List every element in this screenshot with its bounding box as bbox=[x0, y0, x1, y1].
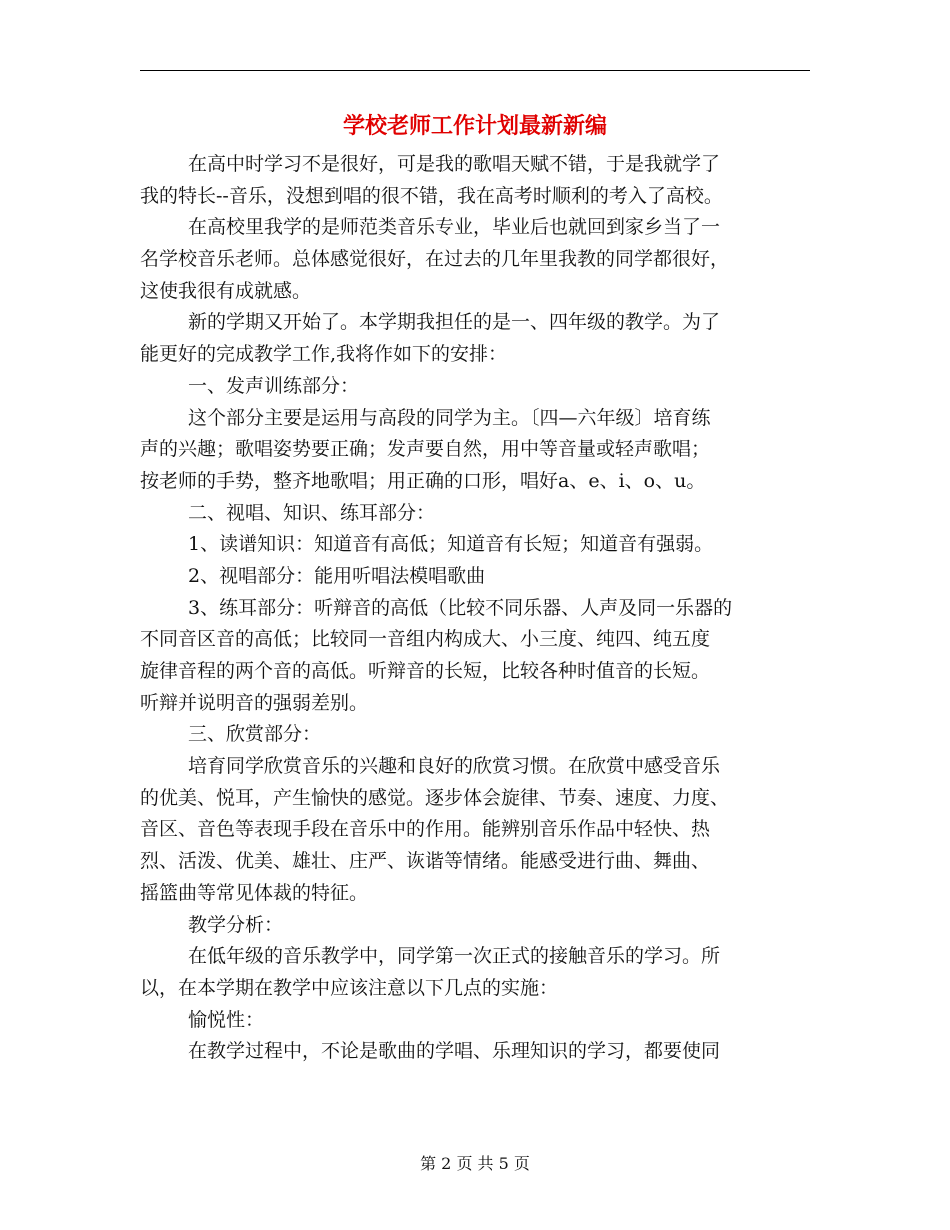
document-body bbox=[140, 149, 812, 1068]
text-line: 愉悦性： bbox=[188, 1008, 265, 1031]
text-line: 音区、音色等表现手段在音乐中的作用。能辨别音乐作品中轻快、热 bbox=[140, 818, 711, 841]
text-line: 这使我很有成就感。 bbox=[140, 279, 312, 302]
text-line: 能更好的完成教学工作,我将作如下的安排： bbox=[140, 343, 508, 366]
text-line: 教学分析： bbox=[188, 913, 284, 936]
text-line: 3、练耳部分：听辩音的高低（比较不同乐器、人声及同一乐器的 bbox=[188, 596, 733, 619]
header-rule bbox=[140, 70, 810, 71]
text-line: 不同音区音的高低；比较同一音组内构成大、小三度、纯四、纯五度 bbox=[140, 628, 711, 651]
text-line: 培育同学欣赏音乐的兴趣和良好的欣赏习惯。在欣赏中感受音乐 bbox=[188, 755, 721, 778]
text-line: 在高校里我学的是师范类音乐专业，毕业后也就回到家乡当了一 bbox=[188, 216, 721, 239]
text-line: 1、读谱知识：知道音有高低；知道音有长短；知道音有强弱。 bbox=[188, 533, 714, 556]
text-line: 在低年级的音乐教学中，同学第一次正式的接触音乐的学习。所 bbox=[188, 945, 721, 968]
text-line: 这个部分主要是运用与高段的同学为主。〔四—六年级〕培育练 bbox=[188, 406, 711, 429]
text-line: 新的学期又开始了。本学期我担任的是一、四年级的教学。为了 bbox=[188, 311, 721, 334]
text-line: 我的特长--音乐，没想到唱的很不错，我在高考时顺利的考入了高校。 bbox=[140, 184, 723, 207]
text-line: 一、发声训练部分： bbox=[188, 374, 360, 397]
text-line: 按老师的手势，整齐地歌唱；用正确的口形，唱好a、e、i、o、u。 bbox=[140, 469, 706, 492]
text-line: 二、视唱、知识、练耳部分： bbox=[188, 501, 436, 524]
text-line: 在高中时学习不是很好，可是我的歌唱天赋不错，于是我就学了 bbox=[188, 153, 721, 175]
text-line: 的优美、悦耳，产生愉快的感觉。逐步体会旋律、节奏、速度、力度、 bbox=[140, 786, 730, 809]
document-title: 学校老师工作计划最新新编 bbox=[342, 113, 607, 139]
text-line: 2、视唱部分：能用听唱法模唱歌曲 bbox=[188, 564, 486, 587]
text-line: 听辩并说明音的强弱差别。 bbox=[140, 691, 369, 714]
text-line: 烈、活泼、优美、雄壮、庄严、诙谐等情绪。能感受进行曲、舞曲、 bbox=[140, 850, 711, 873]
page-number: 第 2 页 共 5 页 bbox=[420, 1154, 530, 1173]
text-line: 三、欣赏部分： bbox=[188, 723, 322, 746]
text-line: 以，在本学期在教学中应该注意以下几点的实施： bbox=[140, 976, 559, 999]
text-line: 在教学过程中，不论是歌曲的学唱、乐理知识的学习，都要使同 bbox=[188, 1040, 721, 1063]
text-line: 名学校音乐老师。总体感觉很好，在过去的几年里我教的同学都很好， bbox=[140, 248, 730, 271]
text-line: 摇篮曲等常见体裁的特征。 bbox=[140, 881, 369, 904]
text-line: 旋律音程的两个音的高低。听辩音的长短，比较各种时值音的长短。 bbox=[140, 660, 711, 682]
text-line: 声的兴趣；歌唱姿势要正确；发声要自然，用中等音量或轻声歌唱； bbox=[140, 438, 711, 461]
